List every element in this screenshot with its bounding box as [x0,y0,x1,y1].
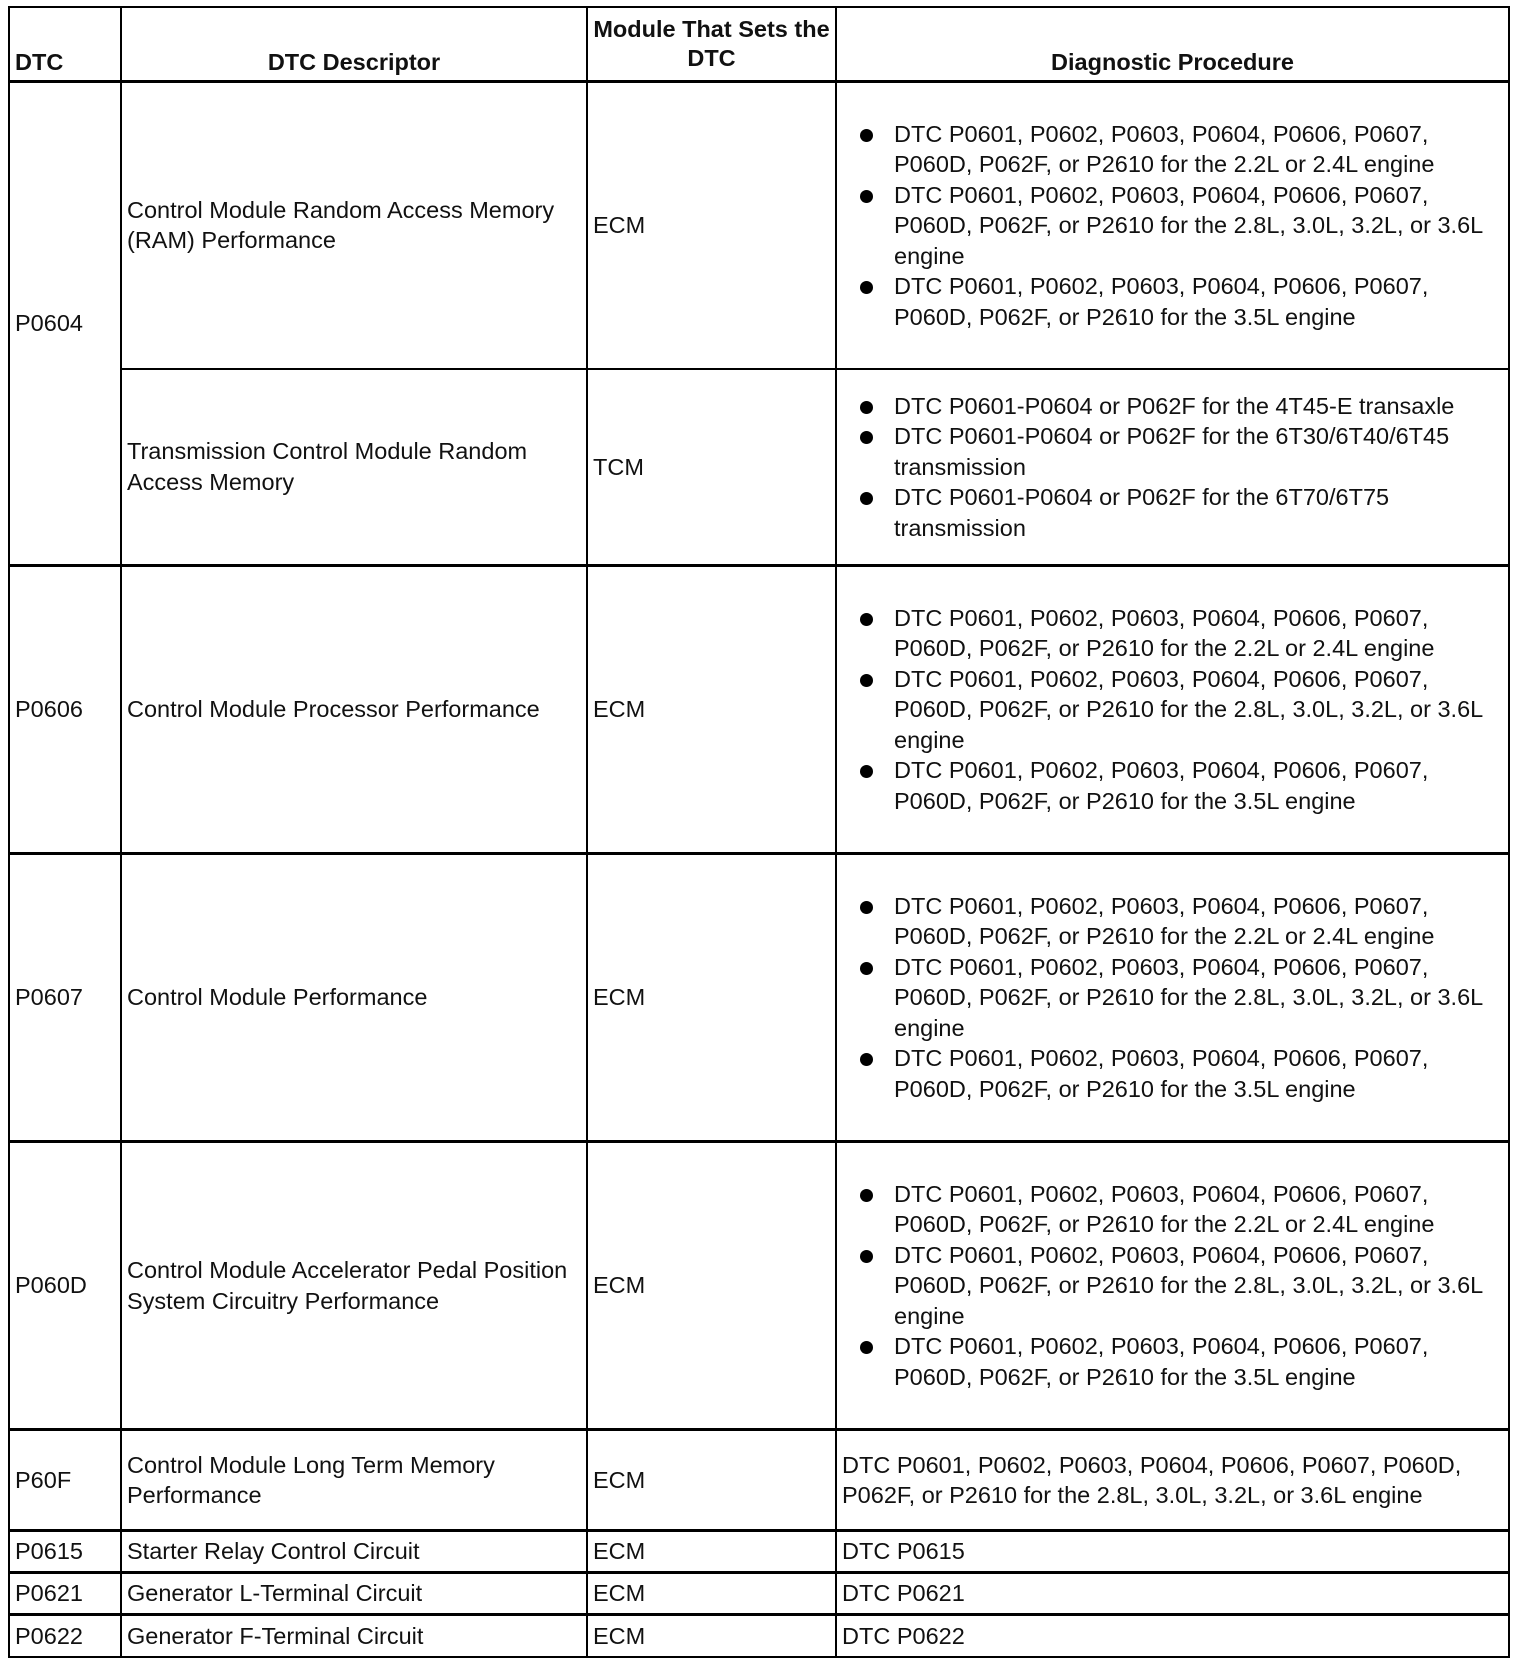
table-row [9,82,1509,369]
bullet-icon [860,431,873,444]
table-row [9,1430,1509,1531]
procedure-list [842,391,1503,544]
diagnostic-procedure [836,82,1509,369]
table-row [9,1531,1509,1573]
procedure-link[interactable]: DTC P0601, P0602, P0603, P0604, P0606, P0607, P060D, P062F, or P2610 for the 2.2L or 2.4L engine [894,603,1503,664]
bullet-icon [860,190,873,203]
diagnostic-procedure [836,369,1509,566]
dtc-descriptor: Control Module Long Term Memory Performance [121,1430,587,1531]
procedure-link[interactable]: DTC P0601, P0602, P0603, P0604, P0606, P0607, P060D, P062F, or P2610 for the 2.2L or 2.4L engine [894,891,1503,952]
procedure-link[interactable]: DTC P0601, P0602, P0603, P0604, P0606, P0607, P060D, P062F, or P2610 for the 3.5L engine [894,1331,1503,1392]
table-row [9,1142,1509,1430]
dtc-descriptor: Control Module Accelerator Pedal Position System Circuitry Performance [121,1142,587,1430]
bullet-icon [860,962,873,975]
bullet-icon [860,1250,873,1263]
diagnostic-procedure[interactable]: DTC P0621 [836,1573,1509,1615]
module: ECM [587,1142,836,1430]
bullet-icon [860,1341,873,1354]
procedure-link[interactable]: DTC P0601, P0602, P0603, P0604, P0606, P0607, P060D, P062F, or P2610 for the 3.5L engine [894,755,1503,816]
dtc-code: P0607 [9,854,121,1142]
procedure-link[interactable]: DTC P0601, P0602, P0603, P0604, P0606, P0607, P060D, P062F, or P2610 for the 2.8L, 3.0L, 3.2L, or 3.6L engine [894,952,1503,1044]
bullet-icon [860,674,873,687]
bullet-icon [860,281,873,294]
dtc-code: P0604 [9,82,121,566]
dtc-table [8,6,1510,1658]
procedure-link[interactable]: DTC P0601-P0604 or P062F for the 4T45-E transaxle [894,391,1503,422]
dtc-code: P60F [9,1430,121,1531]
dtc-descriptor: Control Module Processor Performance [121,566,587,854]
module: TCM [587,369,836,566]
bullet-icon [860,401,873,414]
bullet-icon [860,492,873,505]
header-dtc: DTC [9,7,121,82]
dtc-descriptor: Starter Relay Control Circuit [121,1531,587,1573]
procedure-link[interactable]: DTC P0601-P0604 or P062F for the 6T70/6T75 transmission [894,482,1503,543]
procedure-link[interactable]: DTC P0601, P0602, P0603, P0604, P0606, P0607, P060D, P062F, or P2610 for the 2.2L or 2.4L engine [894,119,1503,180]
module: ECM [587,82,836,369]
table-row [9,1573,1509,1615]
dtc-descriptor: Generator F-Terminal Circuit [121,1615,587,1657]
dtc-code: P060D [9,1142,121,1430]
procedure-list [842,891,1503,1105]
dtc-code: P0621 [9,1573,121,1615]
module: ECM [587,1430,836,1531]
module: ECM [587,1573,836,1615]
procedure-link[interactable]: DTC P0601, P0602, P0603, P0604, P0606, P0607, P060D, P062F, or P2610 for the 2.8L, 3.0L, 3.2L, or 3.6L engine [894,1240,1503,1332]
table-row [9,369,1509,566]
procedure-list [842,1179,1503,1393]
header-procedure: Diagnostic Procedure [836,7,1509,82]
bullet-icon [860,901,873,914]
bullet-icon [860,1053,873,1066]
table-header [9,7,1509,82]
header-module: Module That Sets the DTC [587,7,836,82]
procedure-list [842,119,1503,333]
diagnostic-procedure[interactable]: DTC P0601, P0602, P0603, P0604, P0606, P0607, P060D, P062F, or P2610 for the 2.8L, 3.0L, 3.2L, or 3.6L engine [836,1430,1509,1531]
dtc-code: P0606 [9,566,121,854]
module: ECM [587,1531,836,1573]
diagnostic-procedure [836,854,1509,1142]
procedure-link[interactable]: DTC P0601, P0602, P0603, P0604, P0606, P0607, P060D, P062F, or P2610 for the 3.5L engine [894,1043,1503,1104]
dtc-code: P0615 [9,1531,121,1573]
bullet-icon [860,613,873,626]
table-row [9,1615,1509,1657]
header-descriptor: DTC Descriptor [121,7,587,82]
diagnostic-procedure[interactable]: DTC P0615 [836,1531,1509,1573]
dtc-descriptor: Control Module Performance [121,854,587,1142]
diagnostic-procedure [836,1142,1509,1430]
procedure-link[interactable]: DTC P0601-P0604 or P062F for the 6T30/6T40/6T45 transmission [894,421,1503,482]
module: ECM [587,566,836,854]
module: ECM [587,854,836,1142]
diagnostic-procedure[interactable]: DTC P0622 [836,1615,1509,1657]
dtc-descriptor: Control Module Random Access Memory (RAM) Performance [121,82,587,369]
bullet-icon [860,765,873,778]
dtc-code: P0622 [9,1615,121,1657]
diagnostic-procedure [836,566,1509,854]
table-row [9,854,1509,1142]
module: ECM [587,1615,836,1657]
table-row [9,566,1509,854]
procedure-link[interactable]: DTC P0601, P0602, P0603, P0604, P0606, P0607, P060D, P062F, or P2610 for the 3.5L engine [894,271,1503,332]
procedure-list [842,603,1503,817]
dtc-descriptor: Generator L-Terminal Circuit [121,1573,587,1615]
procedure-link[interactable]: DTC P0601, P0602, P0603, P0604, P0606, P0607, P060D, P062F, or P2610 for the 2.8L, 3.0L, 3.2L, or 3.6L engine [894,180,1503,272]
bullet-icon [860,129,873,142]
dtc-descriptor: Transmission Control Module Random Access Memory [121,369,587,566]
procedure-link[interactable]: DTC P0601, P0602, P0603, P0604, P0606, P0607, P060D, P062F, or P2610 for the 2.2L or 2.4L engine [894,1179,1503,1240]
bullet-icon [860,1189,873,1202]
procedure-link[interactable]: DTC P0601, P0602, P0603, P0604, P0606, P0607, P060D, P062F, or P2610 for the 2.8L, 3.0L, 3.2L, or 3.6L engine [894,664,1503,756]
